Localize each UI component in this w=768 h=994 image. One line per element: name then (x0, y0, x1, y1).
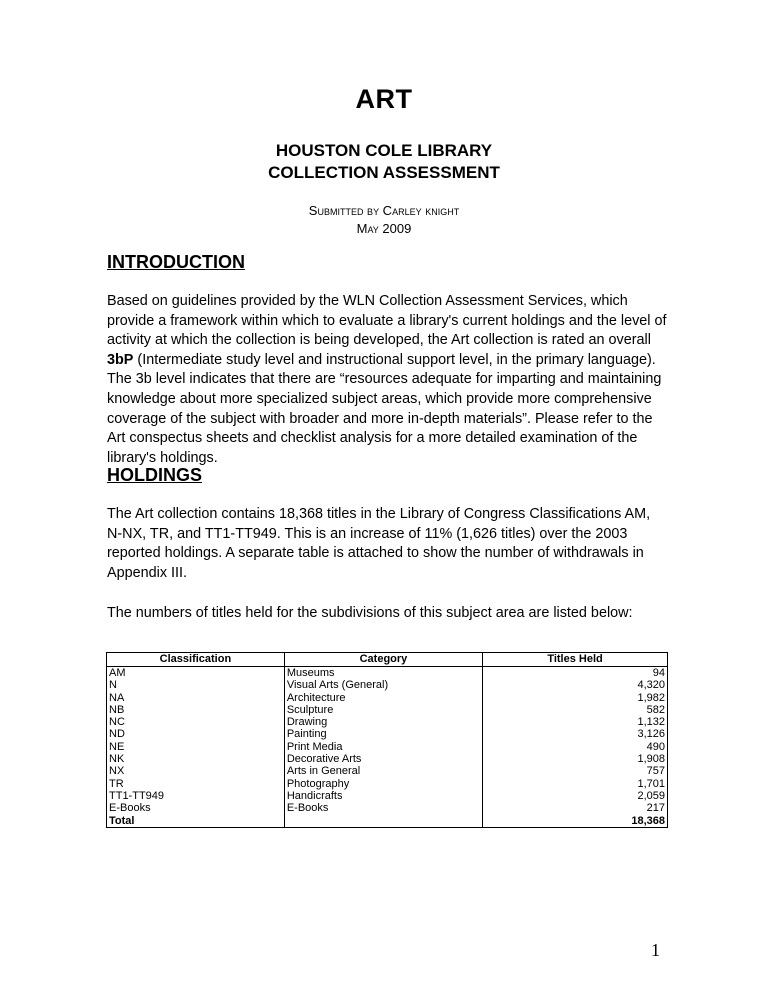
table-row (107, 728, 668, 740)
cell-titles-held: 3,126 (483, 728, 668, 740)
collection-rating: 3bP (107, 351, 134, 368)
cell-category: E-Books (284, 802, 482, 814)
cell-classification: NC (107, 716, 285, 728)
holdings-heading: HOLDINGS (107, 465, 203, 485)
cell-titles-held: 2,059 (483, 790, 668, 802)
cell-classification: NA (107, 692, 285, 704)
cell-classification: TR (107, 778, 285, 790)
cell-titles-held: 94 (483, 667, 668, 680)
cell-titles-held: 4,320 (483, 679, 668, 691)
table-row (107, 790, 668, 802)
cell-titles-held: 757 (483, 765, 668, 777)
table-row (107, 765, 668, 777)
cell-category: Visual Arts (General) (284, 679, 482, 691)
cell-classification: N (107, 679, 285, 691)
submitted-by: Submitted by Carley knight (308, 203, 460, 218)
table-row (107, 692, 668, 704)
cell-classification: NX (107, 765, 285, 777)
cell-category: Drawing (284, 716, 482, 728)
total-category-empty (284, 815, 482, 828)
table-row (107, 753, 668, 765)
list-intro-paragraph: The numbers of titles held for the subdivisions of this subject area are listed below: (107, 605, 633, 621)
holdings-paragraph: The Art collection contains 18,368 titles in the Library of Congress Classifications AM, N-NX, TR, and TT1-TT949. This is an increase of 11% (1,626 titles) over the 2003 reported holdings. A separate table is attached to show the number of withdrawals in Appendix III. (107, 506, 651, 581)
table-row (107, 679, 668, 691)
cell-category: Arts in General (284, 765, 482, 777)
cell-classification: NE (107, 741, 285, 753)
table-row (107, 741, 668, 753)
cell-category: Photography (284, 778, 482, 790)
cell-category: Sculpture (284, 704, 482, 716)
report-date: May 2009 (356, 221, 412, 236)
page-number: 1 (651, 940, 660, 960)
cell-titles-held: 1,908 (483, 753, 668, 765)
cell-titles-held: 582 (483, 704, 668, 716)
table-total-row (107, 815, 668, 828)
introduction-heading: INTRODUCTION (107, 252, 245, 272)
cell-classification: TT1-TT949 (107, 790, 285, 802)
cell-category: Print Media (284, 741, 482, 753)
subtitle-library: HOUSTON COLE LIBRARY (275, 141, 493, 160)
header-category: Category (284, 653, 482, 667)
cell-classification: NK (107, 753, 285, 765)
header-titles-held: Titles Held (483, 653, 668, 667)
intro-text-before: Based on guidelines provided by the WLN Collection Assessment Services, which provide a framework within which to evaluate a library's current holdings and the level of activity at which the collection is being developed, the Art collection is rated an overall (107, 293, 667, 349)
holdings-table (106, 652, 668, 828)
cell-titles-held: 490 (483, 741, 668, 753)
cell-classification: E-Books (107, 802, 285, 814)
cell-titles-held: 1,982 (483, 692, 668, 704)
introduction-paragraph (107, 292, 667, 468)
subtitle-assessment: COLLECTION ASSESSMENT (268, 163, 500, 182)
table-row (107, 704, 668, 716)
cell-category: Handicrafts (284, 790, 482, 802)
cell-category: Architecture (284, 692, 482, 704)
cell-titles-held: 1,132 (483, 716, 668, 728)
cell-category: Museums (284, 667, 482, 680)
cell-classification: AM (107, 667, 285, 680)
table-row (107, 778, 668, 790)
cell-classification: ND (107, 728, 285, 740)
cell-category: Painting (284, 728, 482, 740)
total-label: Total (107, 815, 285, 828)
table-row (107, 802, 668, 814)
cell-titles-held: 217 (483, 802, 668, 814)
table-row (107, 667, 668, 680)
cell-category: Decorative Arts (284, 753, 482, 765)
table-row (107, 716, 668, 728)
header-classification: Classification (107, 653, 285, 667)
document-title: ART (355, 84, 413, 114)
table-header-row (107, 653, 668, 667)
cell-classification: NB (107, 704, 285, 716)
cell-titles-held: 1,701 (483, 778, 668, 790)
total-value: 18,368 (483, 815, 668, 828)
intro-text-after: (Intermediate study level and instructional support level, in the primary language). The 3b level indicates that there are “resources adequate for imparting and maintaining knowledge about more specialized subject areas, which provide more comprehensive coverage of the subject with broader and more in-depth materials”. Please refer to the Art conspectus sheets and checklist analysis for a more detailed examination of the library's holdings. (107, 351, 662, 466)
